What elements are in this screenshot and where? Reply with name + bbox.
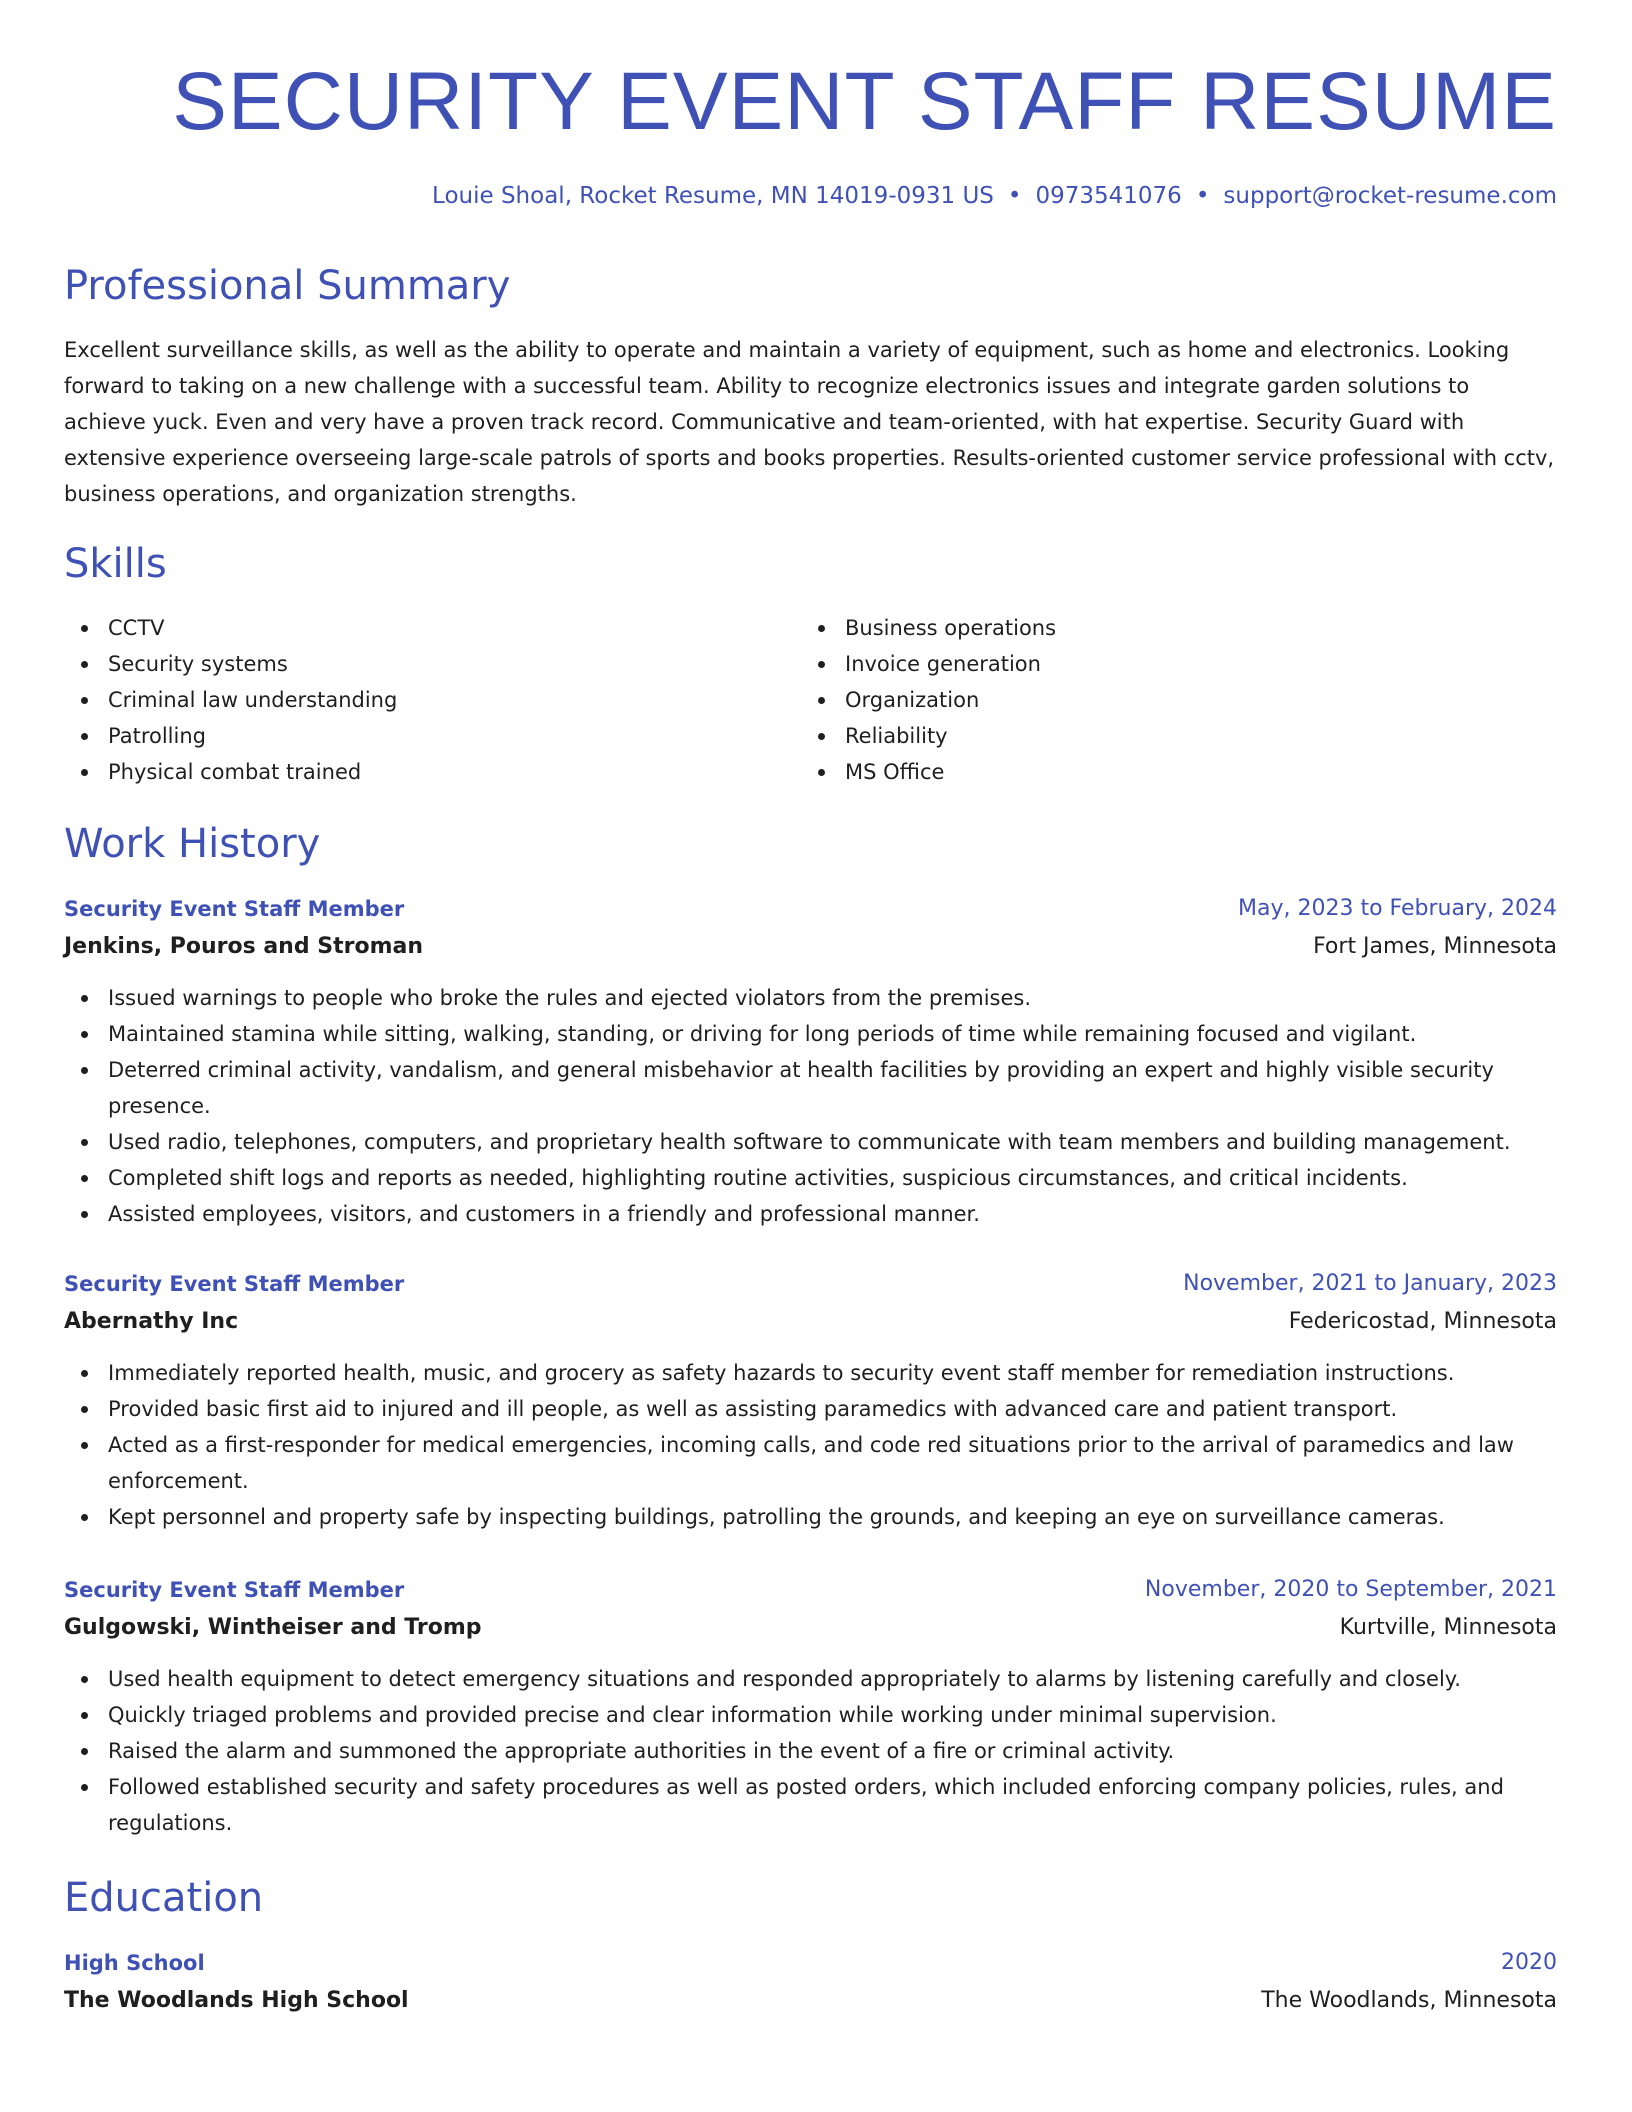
- skill-item: MS Office: [801, 754, 1501, 790]
- skill-item: CCTV: [64, 610, 764, 646]
- job-dates: November, 2021 to January, 2023: [1183, 1271, 1557, 1296]
- job-role: Security Event Staff Member: [64, 897, 405, 921]
- work-history-heading: Work History: [64, 821, 321, 867]
- skills-heading: Skills: [64, 541, 167, 587]
- job-bullet: Issued warnings to people who broke the rules and ejected violators from the premises.: [64, 980, 1557, 1016]
- job-bullet: Maintained stamina while sitting, walking, standing, or driving for long periods of time while remaining focused and vigilant.: [64, 1016, 1557, 1052]
- job-company: Gulgowski, Wintheiser and Tromp: [64, 1615, 482, 1640]
- job-bullet: Used health equipment to detect emergency situations and responded appropriately to alarms by listening carefully and closely.: [64, 1661, 1557, 1697]
- education-year: 2020: [1501, 1950, 1557, 1975]
- contact-separator: •: [1007, 183, 1022, 209]
- job-role: Security Event Staff Member: [64, 1272, 405, 1296]
- contact-email[interactable]: support@rocket-resume.com: [1223, 183, 1557, 209]
- job-location: Kurtville, Minnesota: [1339, 1615, 1557, 1640]
- job-bullet: Immediately reported health, music, and grocery as safety hazards to security event staff member for remediation instructions.: [64, 1355, 1557, 1391]
- job-company: Jenkins, Pouros and Stroman: [64, 934, 424, 959]
- job-bullet: Provided basic first aid to injured and ill people, as well as assisting paramedics with advanced care and patient transport.: [64, 1391, 1557, 1427]
- job-dates: May, 2023 to February, 2024: [1238, 896, 1557, 921]
- job-bullet: Raised the alarm and summoned the appropriate authorities in the event of a fire or criminal activity.: [64, 1733, 1557, 1769]
- skill-item: Physical combat trained: [64, 754, 764, 790]
- skill-item: Reliability: [801, 718, 1501, 754]
- job-bullet: Assisted employees, visitors, and customers in a friendly and professional manner.: [64, 1196, 1557, 1232]
- skills-list-left: [64, 610, 764, 790]
- job-company: Abernathy Inc: [64, 1309, 239, 1334]
- contact-line: [432, 180, 1557, 212]
- contact-address: Louie Shoal, Rocket Resume, MN 14019-0931 US: [432, 183, 994, 209]
- job-bullet: Deterred criminal activity, vandalism, and general misbehavior at health facilities by providing an expert and highly visible security presence.: [64, 1052, 1557, 1124]
- job-bullets: [64, 1355, 1557, 1535]
- skill-item: Business operations: [801, 610, 1501, 646]
- job-dates: November, 2020 to September, 2021: [1144, 1577, 1557, 1602]
- education-entry: [64, 1944, 1557, 2020]
- job-bullet: Followed established security and safety procedures as well as posted orders, which included enforcing company policies, rules, and regulations.: [64, 1769, 1557, 1841]
- job-location: Fort James, Minnesota: [1313, 934, 1557, 959]
- resume-title: SECURITY EVENT STAFF RESUME: [172, 56, 1557, 147]
- job-bullet: Kept personnel and property safe by inspecting buildings, patrolling the grounds, and keeping an eye on surveillance cameras.: [64, 1499, 1557, 1535]
- job-bullet: Used radio, telephones, computers, and proprietary health software to communicate with team members and building management.: [64, 1124, 1557, 1160]
- job-role: Security Event Staff Member: [64, 1578, 405, 1602]
- job-bullets: [64, 980, 1557, 1232]
- job-location: Federicostad, Minnesota: [1288, 1309, 1557, 1334]
- job-bullet: Completed shift logs and reports as needed, highlighting routine activities, suspicious circumstances, and critical incidents.: [64, 1160, 1557, 1196]
- skill-item: Security systems: [64, 646, 764, 682]
- education-degree: High School: [64, 1951, 205, 1975]
- job-entry: [64, 890, 1557, 1232]
- education-heading: Education: [64, 1875, 264, 1921]
- job-bullet: Acted as a first-responder for medical emergencies, incoming calls, and code red situations prior to the arrival of paramedics and law enforcement.: [64, 1427, 1557, 1499]
- contact-phone: 0973541076: [1035, 183, 1182, 209]
- skill-item: Invoice generation: [801, 646, 1501, 682]
- skill-item: Organization: [801, 682, 1501, 718]
- job-entry: [64, 1265, 1557, 1535]
- summary-heading: Professional Summary: [64, 263, 511, 309]
- summary-text: Excellent surveillance skills, as well as the ability to operate and maintain a variety of equipment, such as home and electronics. Looking forward to taking on a new challenge with a successful team. Ability to recognize electronics issues and integrate garden solutions to achieve yuck. Even and very have a proven track record. Communicative and team-oriented, with hat expertise. Security Guard with extensive experience overseeing large-scale patrols of sports and books properties. Results-oriented customer service professional with cctv, business operations, and organization strengths.: [64, 338, 1555, 506]
- job-bullet: Quickly triaged problems and provided precise and clear information while working under minimal supervision.: [64, 1697, 1557, 1733]
- skills-list-right: [801, 610, 1501, 790]
- skill-item: Patrolling: [64, 718, 764, 754]
- education-location: The Woodlands, Minnesota: [1261, 1988, 1557, 2013]
- job-bullets: [64, 1661, 1557, 1841]
- job-entry: [64, 1571, 1557, 1841]
- contact-separator: •: [1195, 183, 1210, 209]
- skill-item: Criminal law understanding: [64, 682, 764, 718]
- education-school: The Woodlands High School: [64, 1988, 409, 2013]
